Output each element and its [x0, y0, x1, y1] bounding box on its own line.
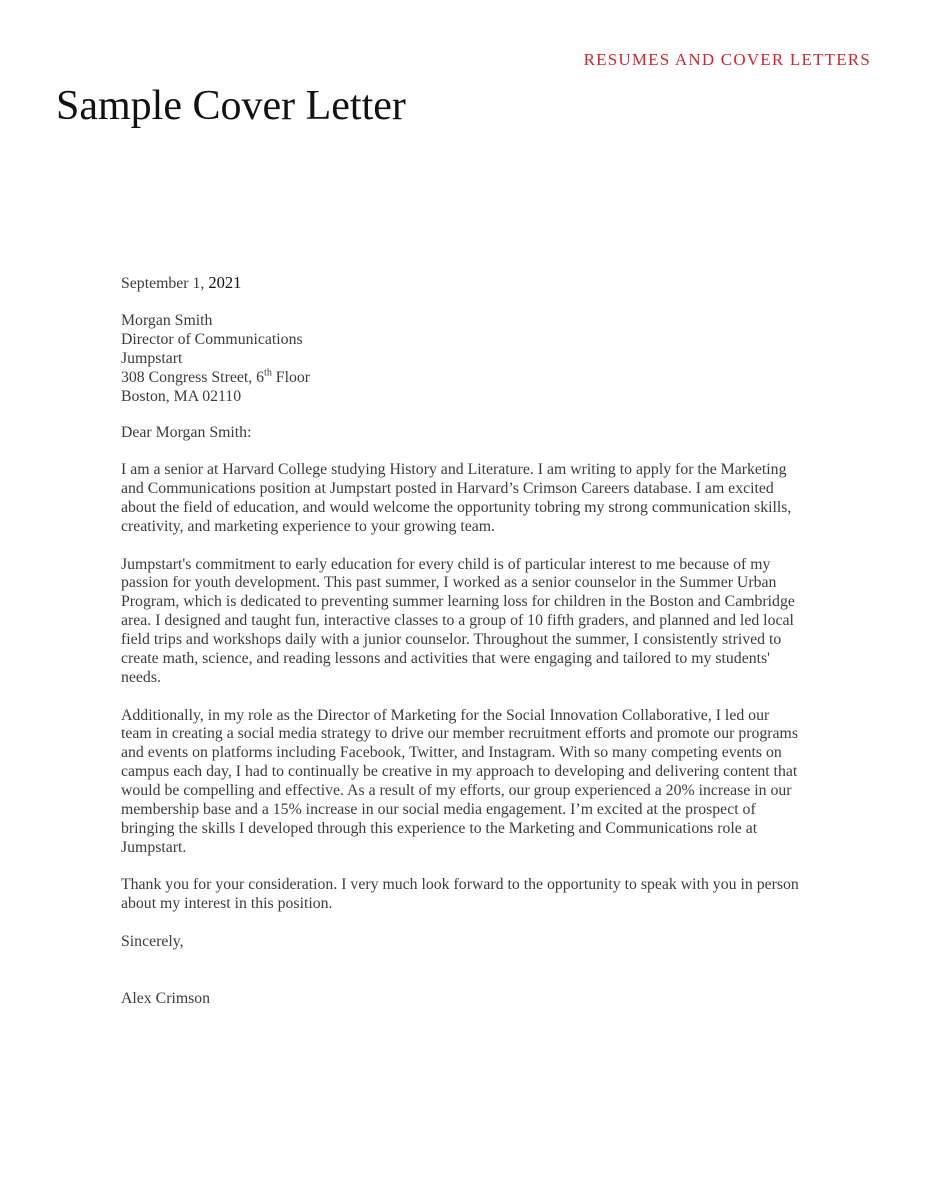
recipient-street [121, 369, 801, 388]
body-paragraph-4: Thank you for your consideration. I very much look forward to the opportunity to speak with you in person about my interest in this position. [121, 876, 799, 913]
recipient-company: Jumpstart [121, 349, 183, 367]
street-suffix: Floor [271, 368, 311, 386]
letter-date [121, 274, 801, 294]
section-header-label: RESUMES AND COVER LETTERS [583, 50, 871, 69]
recipient-title: Director of Communications [121, 330, 303, 348]
recipient-name: Morgan Smith [121, 311, 213, 329]
date-month-day: September 1, [121, 275, 209, 292]
date-year: 2021 [208, 273, 242, 292]
street-ordinal: th [264, 367, 272, 379]
page-title: Sample Cover Letter [56, 83, 406, 129]
body-paragraph-2: Jumpstart's commitment to early education for every child is of particular interest to me because of my passion for youth development. This past summer, I worked as a senior counselor in the Summer Urban Program, which is dedicated to preventing summer learning loss for children in the Boston and Cambridge area. I designed and taught fun, interactive classes to a group of 10 fifth graders, and planned and led local field trips and workshops daily with a junior counselor. Throughout the summer, I consistently strived to create math, science, and reading lessons and activities that were engaging and tailored to my students' needs. [121, 555, 795, 686]
street-prefix: 308 Congress Street, 6 [121, 368, 265, 386]
recipient-city: Boston, MA 02110 [121, 387, 242, 405]
body-paragraph-3: Additionally, in my role as the Director of Marketing for the Social Innovation Collaborative, I led our team in creating a social media strategy to drive our member recruitment efforts and promote our programs and events on platforms including Facebook, Twitter, and Instagram. With so many competing events on campus each day, I had to continually be creative in my approach to developing and delivering content that would be compelling and effective. As a result of my efforts, our group experienced a 20% increase in our membership base and a 15% increase in our social media engagement. I’m excited at the prospect of bringing the skills I developed through this experience to the Marketing and Communications role at Jumpstart. [121, 706, 798, 856]
body-paragraph-1: I am a senior at Harvard College studying History and Literature. I am writing to apply for the Marketing and Communications position at Jumpstart posted in Harvard’s Crimson Careers database. I am excited about the field of education, and would welcome the opportunity tobring my strong communication skills, creativity, and marketing experience to your growing team. [121, 461, 792, 536]
recipient-address [121, 312, 801, 407]
closing: Sincerely, [121, 932, 184, 950]
signature: Alex Crimson [121, 989, 211, 1007]
salutation: Dear Morgan Smith: [121, 424, 252, 442]
cover-letter [121, 274, 801, 1009]
